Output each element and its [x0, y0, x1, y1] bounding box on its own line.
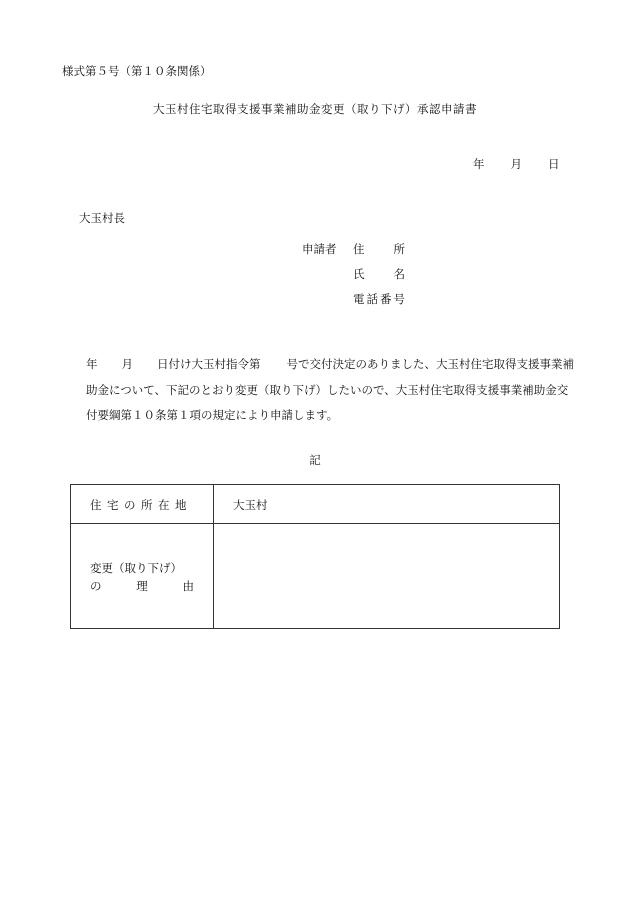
phone-field-label: 電話番号: [353, 292, 405, 306]
statement-part-1: 日付け大玉村指令第: [157, 357, 261, 371]
date-day-label: 日: [548, 157, 560, 171]
statement-year: 年: [86, 357, 98, 371]
statement-month: 月: [121, 357, 133, 371]
applicant-label: 申請者: [302, 242, 337, 256]
statement-part-2: 号で交付決定のありました、大玉村住宅取得支援事業補助金について、下記のとおり変更（取り下げ）したいので、大玉村住宅取得支援事業補助金交付要綱第１０条第１項の規定により申請します。: [86, 357, 574, 422]
property-details-table: [70, 484, 560, 629]
address-field-label: 住 所: [353, 242, 405, 256]
addressee: 大玉村長: [79, 211, 125, 225]
location-value: 大玉村: [233, 498, 268, 512]
reason-label-line1: 変更（取り下げ）: [90, 561, 182, 575]
date-month-label: 月: [510, 157, 522, 171]
location-label: 住宅の所在地: [90, 498, 192, 512]
name-field-label: 氏 名: [353, 267, 405, 281]
date-year-label: 年: [473, 157, 485, 171]
note-heading: 記: [309, 453, 321, 467]
date-line: [473, 157, 560, 171]
form-number: 様式第５号（第１０条関係）: [62, 64, 212, 78]
reason-label-line2: の理由: [90, 579, 194, 593]
document-title: 大玉村住宅取得支援事業補助金変更（取り下げ）承認申請書: [153, 102, 477, 116]
table-column-divider: [213, 485, 214, 628]
application-statement: [62, 352, 578, 429]
